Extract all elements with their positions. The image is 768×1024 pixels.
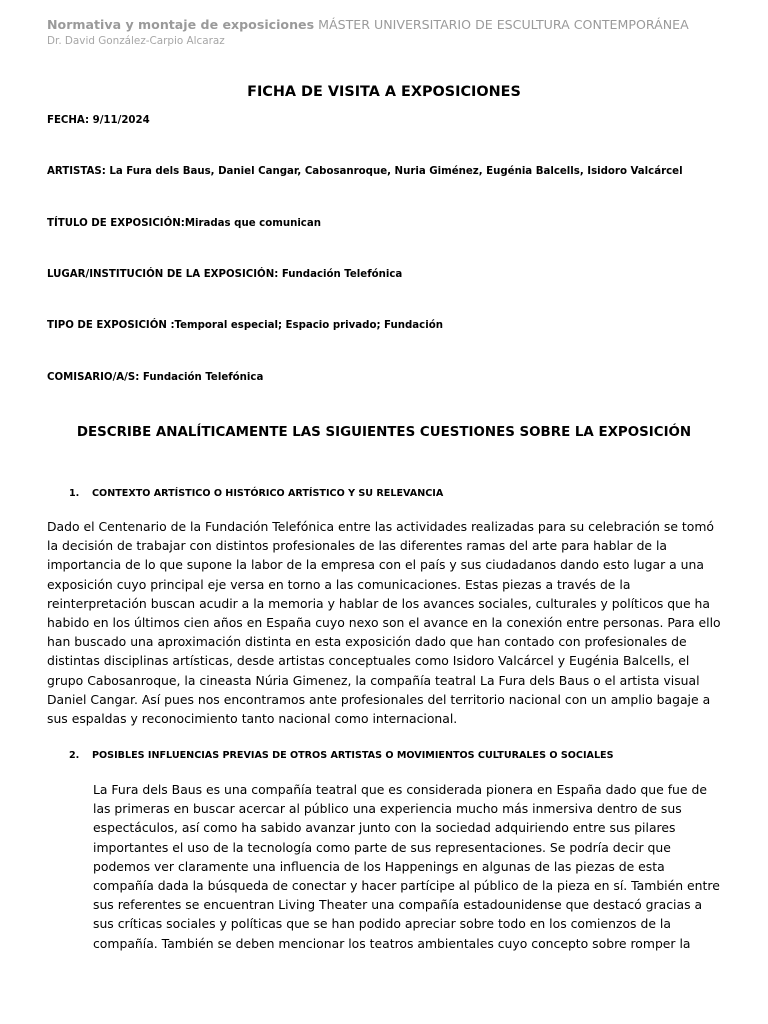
question-2-title: POSIBLES INFLUENCIAS PREVIAS DE OTROS ARTISTAS O MOVIMIENTOS CULTURALES O SOCIALES [92,750,614,761]
question-2-answer [93,780,720,953]
answer-line: habido en los últimos cien años en España cuyo nexo son el avance en la conexión entre personas. Para ello [47,614,721,630]
document-title: FICHA DE VISITA A EXPOSICIONES [247,84,521,100]
answer-line: exposición cuyo principal eje versa en torno a las comunicaciones. Estas piezas a través de la [47,576,631,592]
answer-line: distintas disciplinas artísticas, desde artistas conceptuales como Isidoro Valcárcel y Eugénia Balcells, el [47,653,690,669]
running-header [47,16,747,47]
answer-line: La Fura dels Baus es una compañía teatral que es considerada pionera en España dado que fue de [93,782,707,797]
answer-line: sus espaldas y reconocimiento tanto nacional como internacional. [47,710,458,726]
question-2-number: 2. [69,750,80,761]
answer-line: compañía dada la búsqueda de conectar y hacer partícipe al público de la pieza en sí. También entre [93,877,720,893]
answer-line: compañía. También se deben mencionar los teatros ambientales cuyo concepto sobre romper la [93,935,691,951]
field-titulo: TÍTULO DE EXPOSICIÓN:Miradas que comunican [47,218,321,229]
answer-line: la decisión de trabajar con distintos profesionales de las diferentes ramas del arte para hablar de la [47,538,668,554]
field-lugar: LUGAR/INSTITUCIÓN DE LA EXPOSICIÓN: Fundación Telefónica [47,269,403,280]
question-1-title: CONTEXTO ARTÍSTICO O HISTÓRICO ARTÍSTICO Y SU RELEVANCIA [92,488,444,499]
program-name: MÁSTER UNIVERSITARIO DE ESCULTURA CONTEMPORÁNEA [318,17,689,32]
answer-line: Daniel Cangar. Así pues nos encontramos ante profesionales del territorio nacional con un amplio bagaje a [47,691,711,707]
answer-line: Dado el Centenario de la Fundación Telefónica entre las actividades realizadas para su celebración se tomó [47,519,714,534]
answer-line: podemos ver claramente una influencia de los Happenings en algunas de las piezas de esta [93,858,665,874]
answer-line: sus críticas sociales y políticas que se han podido apreciar sobre todo en los comienzos de la [93,916,671,932]
author-name: Dr. David González-Carpio Alcaraz [47,35,225,47]
answer-line: han buscado una aproximación distinta en esta exposición dado que han contado con profesionales de [47,634,687,650]
answer-line: sus referentes se encuentran Living Theater una compañía estadounidense que destacó gracias a [93,897,703,913]
question-1-number: 1. [69,488,80,499]
field-comisario: COMISARIO/A/S: Fundación Telefónica [47,372,264,383]
course-title: Normativa y montaje de exposiciones [47,17,315,32]
answer-line: importantes el uso de la tecnología como parte de sus representaciones. Se podría decir que [93,839,671,855]
answer-line: reinterpretación buscan acudir a la memoria y hablar de los avances sociales, culturales y políticos que ha [47,595,710,611]
question-1-answer [47,517,721,728]
field-artistas: ARTISTAS: La Fura dels Baus, Daniel Cangar, Cabosanroque, Nuria Giménez, Eugénia Balcells, Isidoro Valcárcel [47,166,683,177]
answer-line: grupo Cabosanroque, la cineasta Núria Gimenez, la compañía teatral La Fura dels Baus o el artista visual [47,672,700,688]
answer-line: espectáculos, así como ha sabido avanzar junto con la sociedad adquiriendo entre sus pilares [93,820,676,836]
field-tipo: TIPO DE EXPOSICIÓN :Temporal especial; Espacio privado; Fundación [47,320,443,331]
question-2-heading [69,749,614,763]
section-heading: DESCRIBE ANALÍTICAMENTE LAS SIGUIENTES CUESTIONES SOBRE LA EXPOSICIÓN [76,425,692,440]
answer-line: las primeras en buscar acercar al público una experiencia mucho más inmersiva dentro de sus [93,801,682,817]
field-fecha: FECHA: 9/11/2024 [47,115,150,126]
answer-line: importancia de lo que supone la labor de la empresa con el país y sus ciudadanos dando esto lugar a una [47,557,704,573]
question-1-heading [69,487,443,501]
